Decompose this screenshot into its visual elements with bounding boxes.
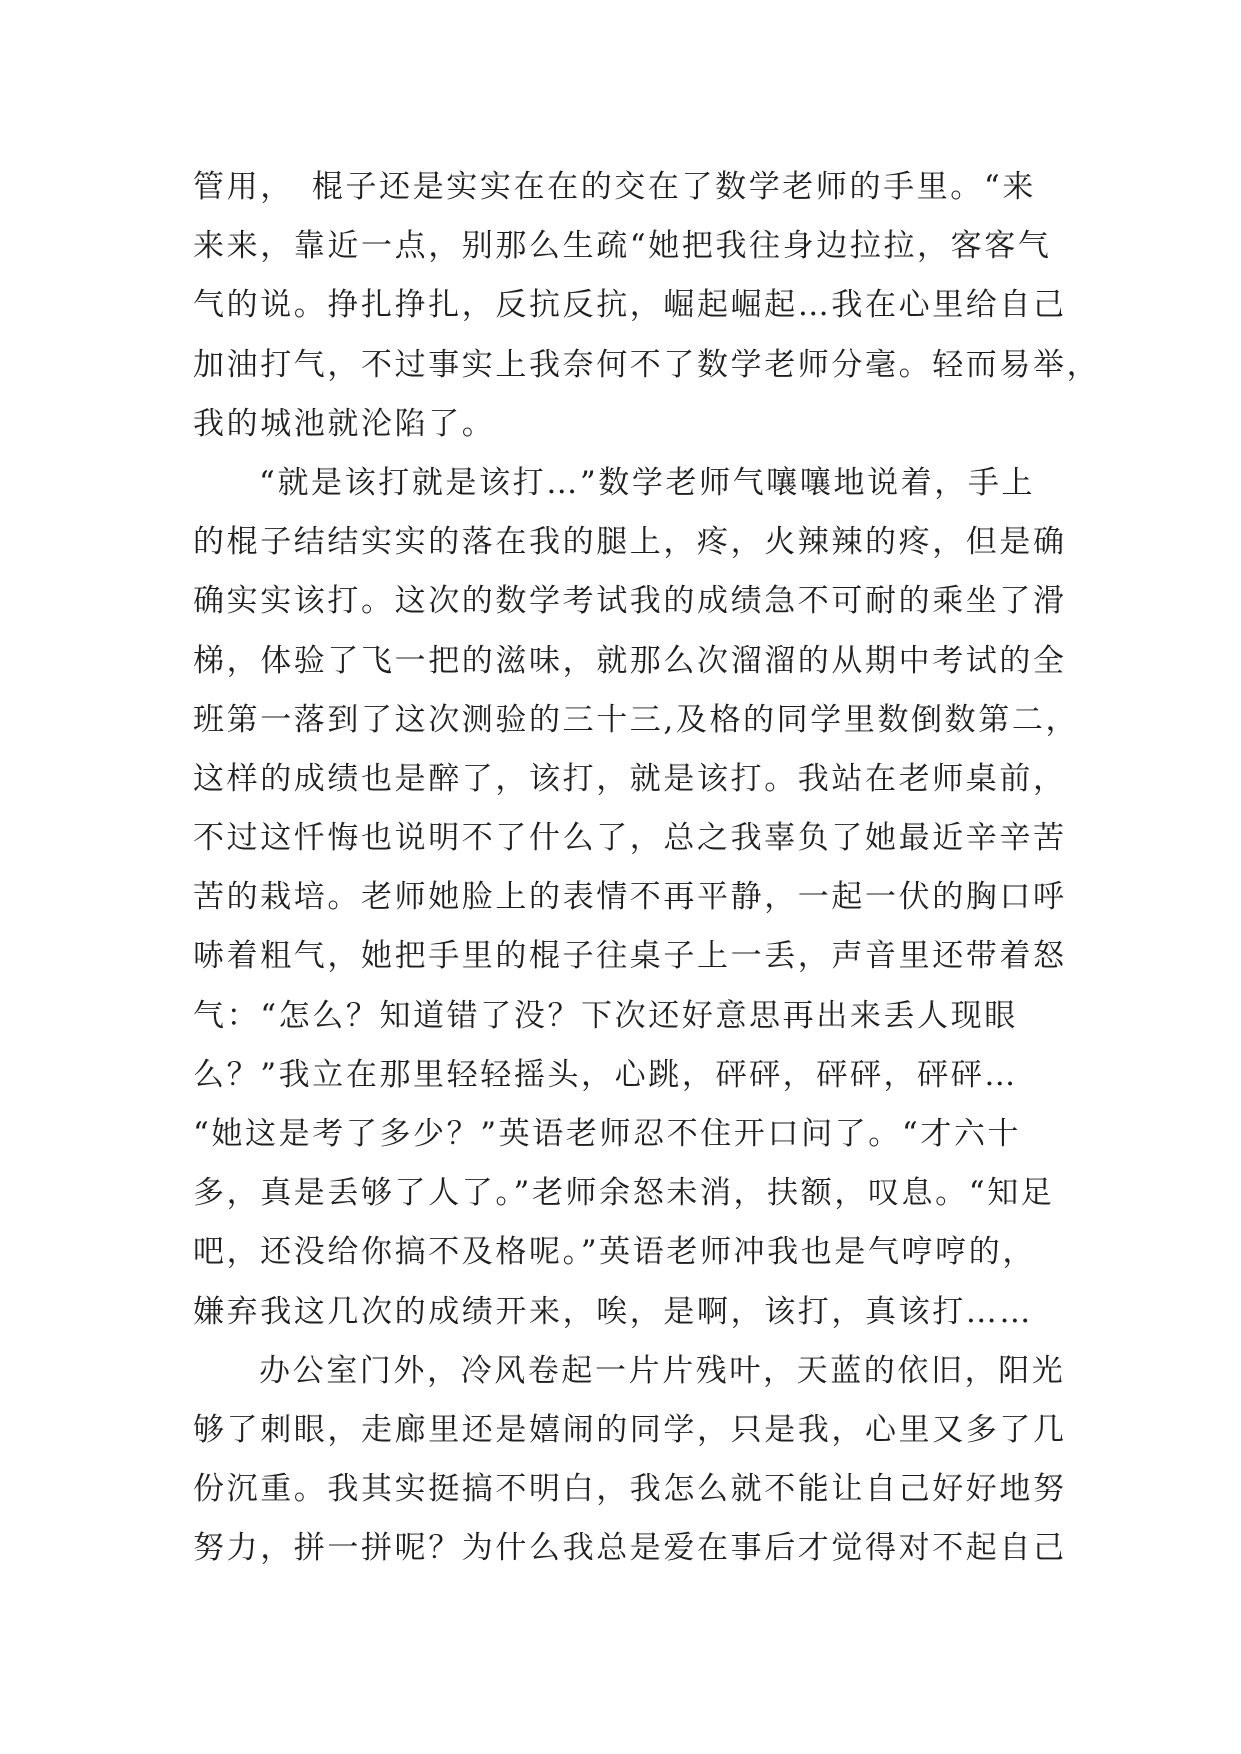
text-line: 么？”我立在那里轻轻摇头，心跳，砰砰，砰砰，砰砰… (193, 1056, 1018, 1093)
text-line: 哧着粗气，她把手里的棍子往桌子上一丢，声音里还带着怒 (193, 938, 1067, 975)
text-line: 梯，体验了飞一把的滋味，就那么次溜溜的从期中考试的全 (193, 642, 1067, 679)
text-line: 多，真是丢够了人了。”老师余怒未消，扶额，叹息。“知足 (193, 1175, 1055, 1212)
text-line: 份沉重。我其实挺搞不明白，我怎么就不能让自己好好地努 (193, 1471, 1067, 1508)
text-line: 这样的成绩也是醉了，该打，就是该打。我站在老师桌前， (193, 760, 1067, 797)
text-line: 班第一落到了这次测验的三十三,及格的同学里数倒数第二， (193, 701, 1080, 738)
text-line: 加油打气，不过事实上我奈何不了数学老师分毫。轻而易举， (193, 346, 1101, 383)
text-line: 气的说。挣扎挣扎，反抗反抗，崛起崛起…我在心里给自己 (193, 287, 1067, 324)
text-line: “她这是考了多少？”英语老师忍不住开口问了。“才六十 (193, 1116, 1022, 1152)
text-line: 气：“怎么？知道错了没？下次还好意思再出来丢人现眼 (193, 997, 1018, 1034)
text-line: 努力，拼一拼呢？为什么我总是爱在事后才觉得对不起自己 (193, 1530, 1067, 1567)
text-line: 够了刺眼，走廊里还是嬉闹的同学，只是我，心里又多了几 (193, 1411, 1067, 1448)
text-line: 办公室门外，冷风卷起一片片残叶，天蓝的依旧，阳光 (259, 1352, 1066, 1389)
text-line: “就是该打就是该打…”数学老师气嚷嚷地说着，手上 (259, 464, 1036, 501)
text-line: 管用， 棍子还是实实在在的交在了数学老师的手里。“来 (193, 169, 1036, 205)
text-line: 吧，还没给你搞不及格呢。”英语老师冲我也是气哼哼的， (193, 1234, 1036, 1271)
text-line: 不过这忏悔也说明不了什么了，总之我辜负了她最近辛辛苦 (193, 820, 1067, 857)
text-line: 我的城池就沦陷了。 (193, 405, 496, 442)
text-line: 的棍子结结实实的落在我的腿上，疼，火辣辣的疼，但是确 (193, 524, 1067, 561)
body-text (193, 158, 1101, 1579)
text-line: 苦的栽培。老师她脸上的表情不再平静，一起一伏的胸口呼 (193, 879, 1067, 916)
text-line: 嫌弃我这几次的成绩开来，唉，是啊，该打，真该打…… (193, 1293, 1033, 1330)
text-line: 确实实该打。这次的数学考试我的成绩急不可耐的乘坐了滑 (193, 583, 1067, 620)
text-line: 来来，靠近一点，别那么生疏“她把我往身边拉拉，客客气 (193, 228, 1052, 265)
